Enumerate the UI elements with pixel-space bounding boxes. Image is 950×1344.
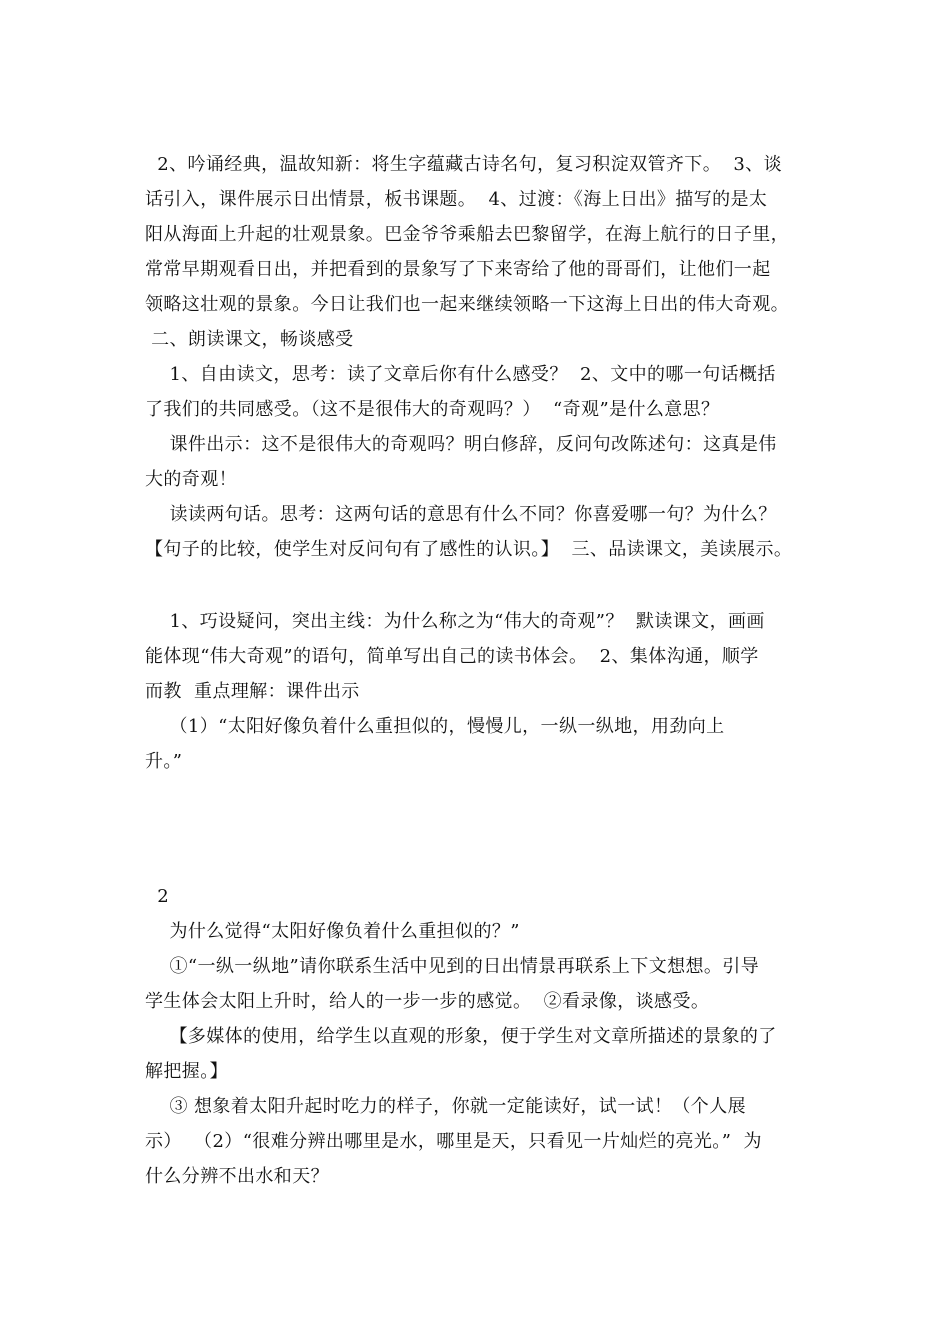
text-line: 为什么觉得“太阳好像负着什么重担似的？” <box>145 921 520 942</box>
text-line: ③ 想象着太阳升起时吃力的样子，你就一定能读好，试一试！（个人展 <box>145 1096 747 1117</box>
text-line: 2、吟诵经典，温故知新：将生字蕴藏古诗名句，复习积淀双管齐下。 3、谈 <box>145 154 782 175</box>
text-line: 常常早期观看日出，并把看到的景象写了下来寄给了他的哥哥们，让他们一起 <box>145 259 771 280</box>
text-line: 大的奇观！ <box>145 469 237 490</box>
text-line: 读读两句话。思考：这两句话的意思有什么不同？你喜爱哪一句？为什么？ <box>145 504 777 525</box>
text-line: 学生体会太阳上升时，给人的一步一步的感觉。 ②看录像，谈感受。 <box>145 991 710 1012</box>
text-line: 1、自由读文，思考：读了文章后你有什么感受？ 2、文中的哪一句话概括 <box>145 364 776 385</box>
text-line: 了我们的共同感受。（这不是很伟大的奇观吗？） “奇观”是什么意思？ <box>145 399 720 420</box>
text-line: 课件出示：这不是很伟大的奇观吗？明白修辞，反问句改陈述句：这真是伟 <box>145 434 777 455</box>
text-line: 示） （2）“很难分辨出哪里是水，哪里是天，只看见一片灿烂的亮光。” 为 <box>145 1131 762 1152</box>
section-heading: 二、朗读课文，畅谈感受 <box>145 329 354 350</box>
text-line: 能体现“伟大奇观”的语句，简单写出自己的读书体会。 2、集体沟通，顺学 <box>145 646 759 667</box>
text-line: 解把握。】 <box>145 1061 228 1082</box>
text-line: ①“一纵一纵地”请你联系生活中见到的日出情景再联系上下文想想。引导 <box>145 956 760 977</box>
text-line: 领略这壮观的景象。今日让我们也一起来继续领略一下这海上日出的伟大奇观。 <box>145 294 789 315</box>
text-line: 而教 重点理解：课件出示 <box>145 681 360 702</box>
text-line: 阳从海面上升起的壮观景象。巴金爷爷乘船去巴黎留学，在海上航行的日子里， <box>145 224 789 245</box>
text-line: （1）“太阳好像负着什么重担似的，慢慢儿，一纵一纵地，用劲向上 <box>145 716 725 737</box>
text-line: 1、巧设疑问，突出主线：为什么称之为“伟大的奇观”？ 默读课文，画画 <box>145 611 765 632</box>
text-line: 话引入，课件展示日出情景，板书课题。 4、过渡：《海上日出》描写的是太 <box>145 189 768 210</box>
text-line: 【句子的比较，使学生对反问句有了感性的认识。】 三、品读课文，美读展示。 <box>145 539 793 560</box>
page-number: 2 <box>145 886 170 907</box>
text-line: 升。” <box>145 751 183 772</box>
text-line: 什么分辨不出水和天？ <box>145 1166 329 1187</box>
text-line: 【多媒体的使用，给学生以直观的形象，便于学生对文章所描述的景象的了 <box>145 1026 777 1047</box>
